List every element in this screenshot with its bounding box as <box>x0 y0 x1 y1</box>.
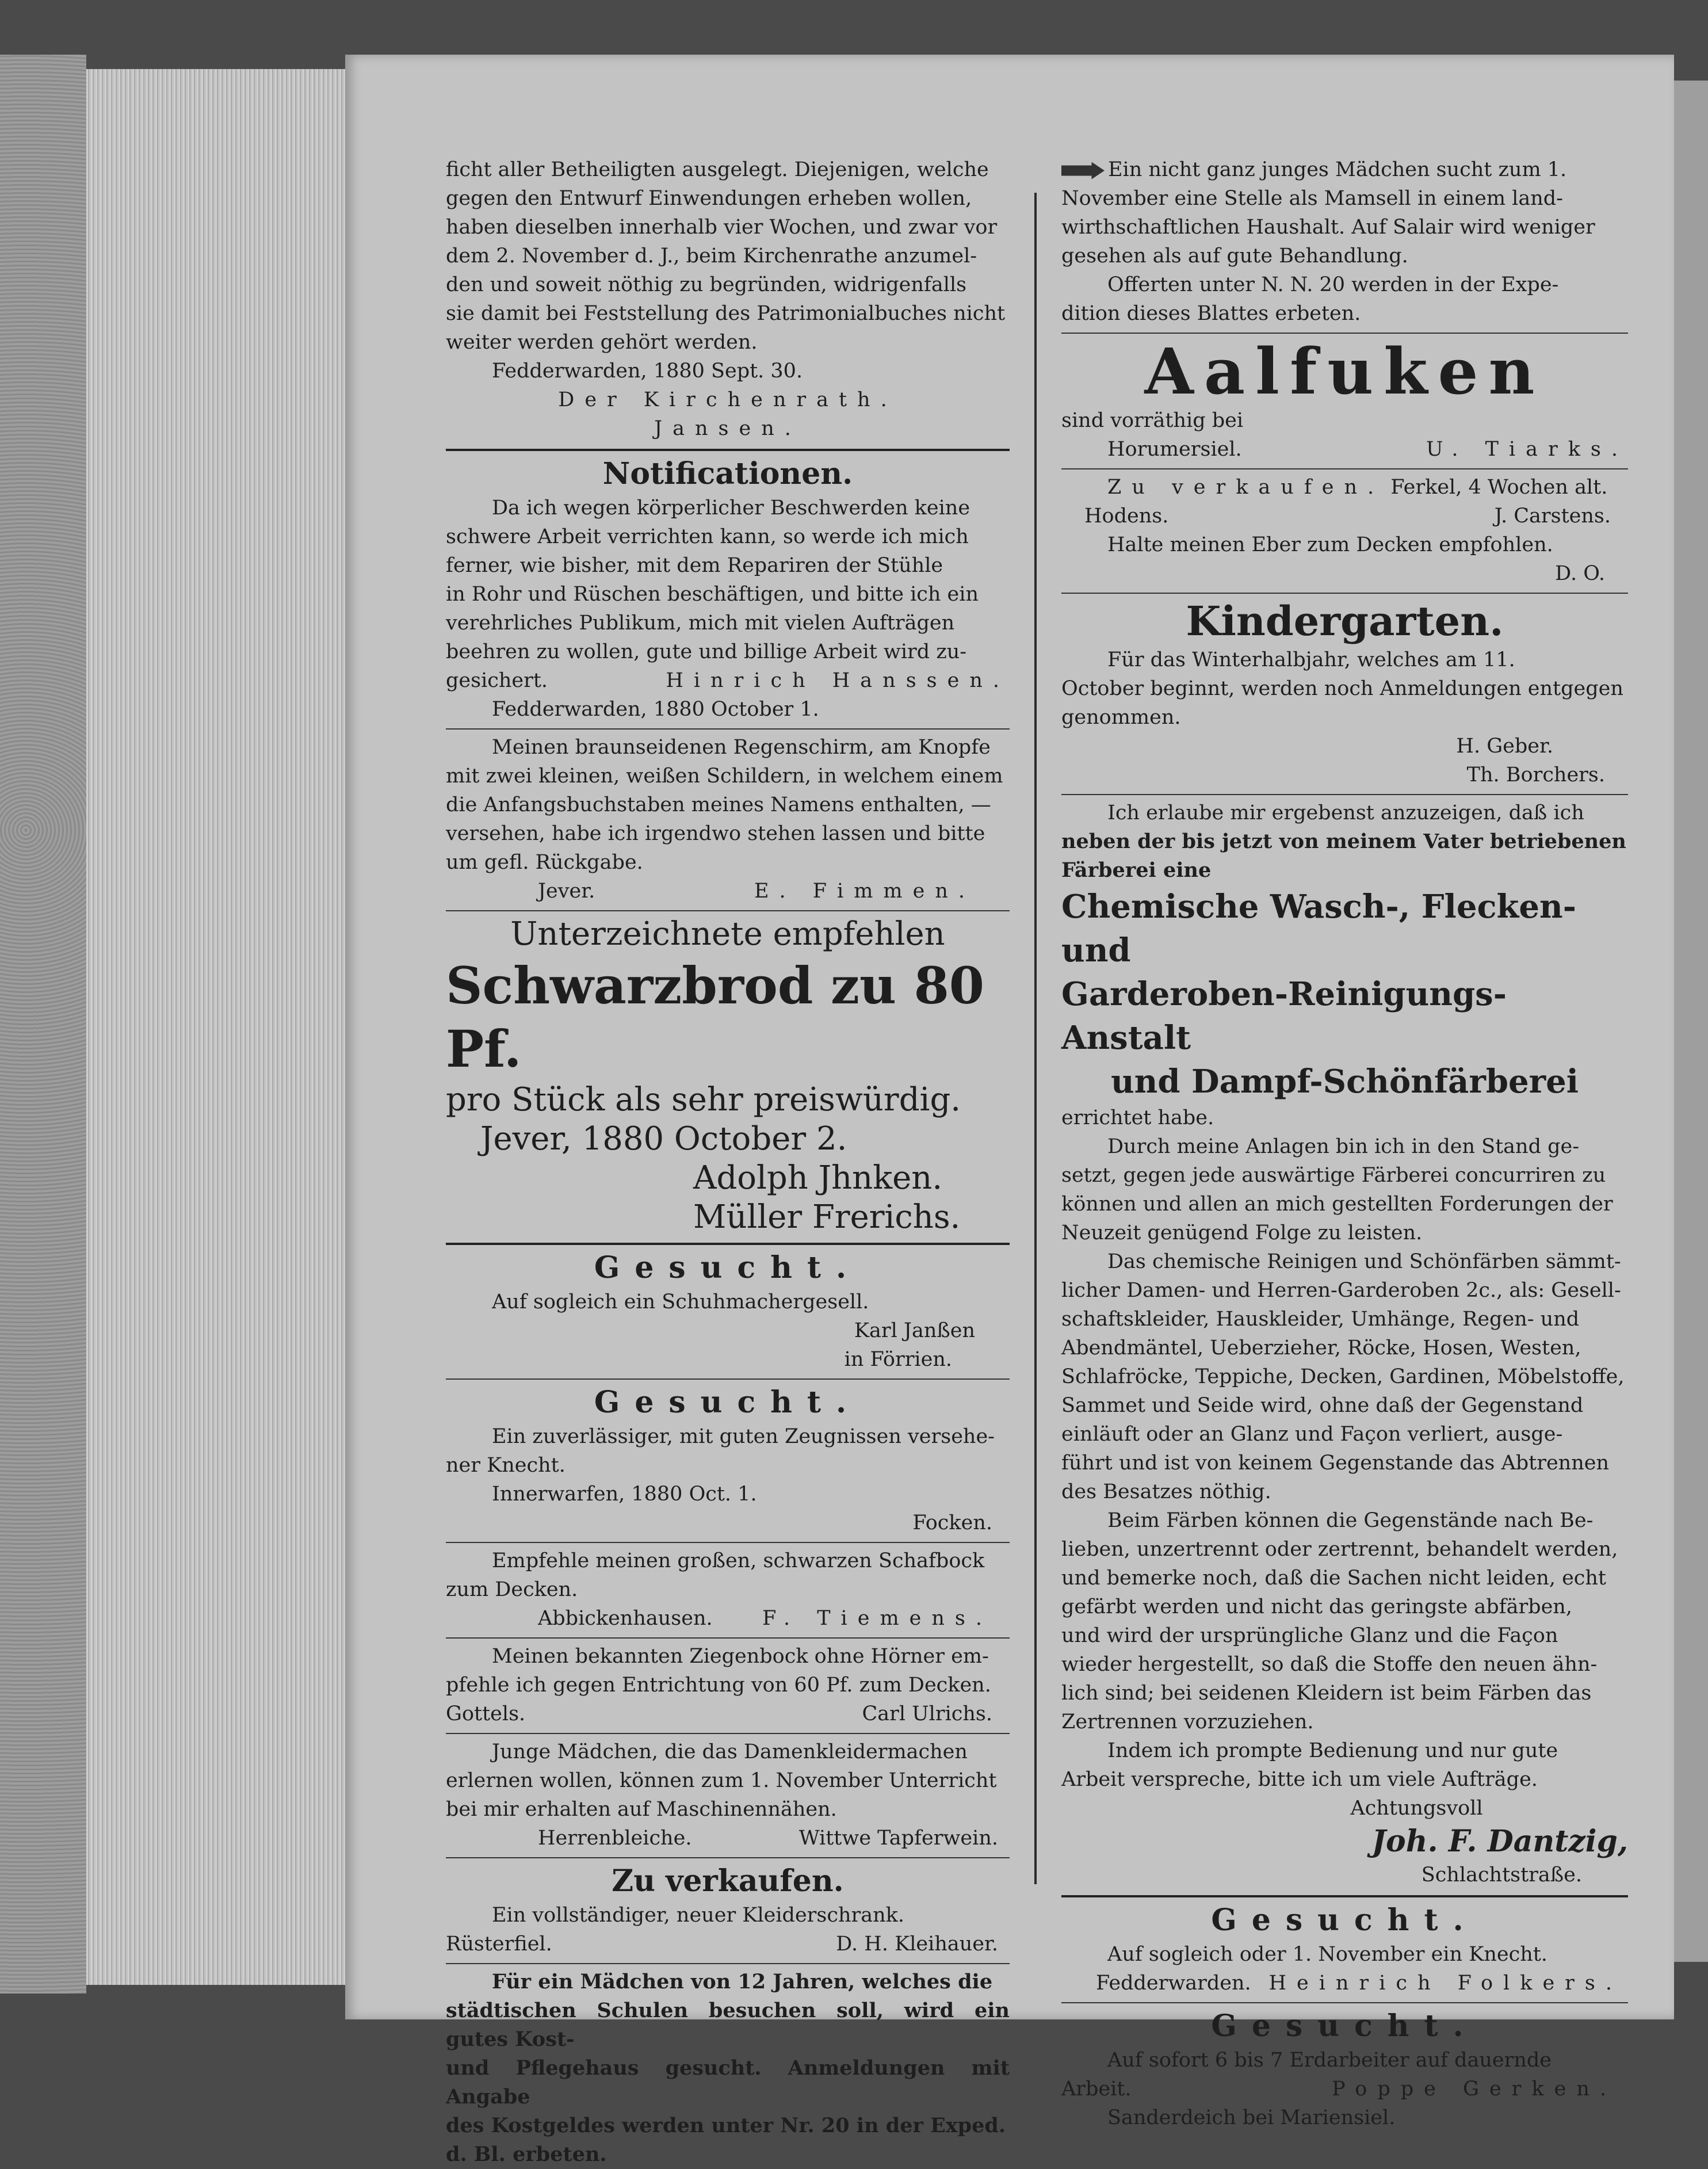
signature-row <box>446 1824 1010 1853</box>
ziegenbock-ad <box>446 1642 1010 1728</box>
place-date: Fedderwarden, 1880 October 1. <box>492 698 819 721</box>
text-line: des Besatzes nöthig. <box>1061 1480 1271 1503</box>
signature-row <box>446 1604 1010 1633</box>
text-line: den und soweit nöthig zu begründen, widrigenfalls <box>446 273 967 296</box>
section-heading: Gesucht. <box>1211 1903 1478 1938</box>
faerberei-ad <box>1061 799 1628 1889</box>
text-line: Offerten unter N. N. 20 werden in der Expe- <box>1107 273 1559 296</box>
text-line: errichtet habe. <box>1061 1106 1214 1129</box>
signature-row <box>1061 502 1628 530</box>
text-line: verehrliches Publikum, mich mit vielen Aufträgen <box>446 612 955 635</box>
signature-row <box>446 877 1010 906</box>
signer: Focken. <box>912 1511 992 1534</box>
signature-row <box>1061 435 1628 464</box>
divider <box>1061 794 1628 795</box>
gesucht-schuhmacher-ad <box>446 1248 1010 1374</box>
bread-line-1: Unterzeichnete empfehlen <box>510 915 945 953</box>
bread-place-date: Jever, 1880 October 2. <box>480 1120 847 1158</box>
signer: Carl Ulrichs. <box>862 1702 992 1725</box>
text-line: erlernen wollen, können zum 1. November Unterricht <box>446 1769 997 1792</box>
signer: Th. Borchers. <box>1466 763 1605 786</box>
place: Fedderwarden. <box>1096 1972 1251 1995</box>
signature-row <box>1061 1969 1628 1998</box>
signer: Wittwe Tapferwein. <box>798 1827 998 1850</box>
place: Jever. <box>538 880 595 903</box>
place: in Förrien. <box>844 1348 952 1371</box>
signature-row <box>446 666 1010 695</box>
signer: D. O. <box>1555 562 1605 585</box>
signer: U. Tiarks. <box>1426 438 1628 461</box>
place-date: Fedderwarden, 1880 Sept. 30. <box>492 360 803 383</box>
text-line: Arbeit verspreche, bitte ich um viele Aufträge. <box>1061 1768 1538 1791</box>
right-column <box>1061 155 1628 2129</box>
section-heading: Gesucht. <box>594 1250 862 1285</box>
divider <box>446 1733 1010 1734</box>
kirchenrath-notice <box>446 155 1010 443</box>
text-line: und bemerke noch, daß die Sachen nicht leiden, echt <box>1061 1567 1606 1590</box>
text-line: setzt, gegen jede auswärtige Färberei concurriren zu <box>1061 1164 1606 1187</box>
divider <box>1061 1895 1628 1897</box>
signature-row <box>446 1700 1010 1728</box>
signer: J. Carstens. <box>1494 505 1611 528</box>
faerberei-title-3: und Dampf-Schönfärberei <box>1110 1063 1579 1101</box>
section-heading: Zu verkaufen. <box>612 1863 844 1899</box>
text-line: Neuzeit genügend Folge zu leisten. <box>1061 1221 1423 1244</box>
divider <box>446 1378 1010 1380</box>
place: Rüsterfiel. <box>446 1933 552 1956</box>
signer: D. H. Kleihauer. <box>836 1933 998 1956</box>
divider <box>1061 2002 1628 2003</box>
text-line: Empfehle meinen großen, schwarzen Schafbock <box>492 1549 985 1572</box>
text-line: die Anfangsbuchstaben meines Namens enthalten, — <box>446 793 991 816</box>
bread-price-headline: Schwarzbrod zu 80 Pf. <box>446 956 985 1079</box>
divider <box>446 1637 1010 1639</box>
divider <box>446 910 1010 911</box>
signer: Hinrich Hanssen. <box>666 669 1010 692</box>
text-line: sind vorräthig bei <box>1061 409 1244 432</box>
text-line: Ein zuverlässiger, mit guten Zeugnissen versehe- <box>492 1425 995 1448</box>
text-line: in Rohr und Rüschen beschäftigen, und bitte ich ein <box>446 583 979 606</box>
signer: Poppe Gerken. <box>1332 2078 1617 2101</box>
signer: E. Fimmen. <box>754 880 975 903</box>
signer: Müller Frerichs. <box>693 1198 961 1236</box>
text-line: Durch meine Anlagen bin ich in den Stand ge- <box>1107 1135 1580 1158</box>
text-line: beehren zu wollen, gute und billige Arbeit wird zu- <box>446 640 967 663</box>
divider <box>446 449 1010 451</box>
text-line: bei mir erhalten auf Maschinennähen. <box>446 1798 837 1821</box>
text-line: wieder hergestellt, so daß die Stoffe den neuen ähn- <box>1061 1653 1598 1676</box>
text-line: neben der bis jetzt von meinem Vater betriebenen <box>1061 830 1626 853</box>
text-line: Schlafröcke, Teppiche, Decken, Gardinen, Möbelstoffe, <box>1061 1365 1625 1388</box>
text-line: wirthschaftlichen Haushalt. Auf Salair wird weniger <box>1061 216 1595 239</box>
text-line: mit zwei kleinen, weißen Schildern, in welchem einem <box>446 765 1003 788</box>
book-cover-edge <box>0 55 86 1994</box>
damenkleider-ad <box>446 1738 1010 1853</box>
text-line: genommen. <box>1061 706 1181 729</box>
text-line: Junge Mädchen, die das Damenkleidermachen <box>492 1740 968 1763</box>
umbrella-ad <box>446 733 1010 906</box>
text-line: Zu verkaufen. Ferkel, 4 Wochen alt. <box>1107 476 1608 499</box>
text-line: Ein vollständiger, neuer Kleiderschrank. <box>492 1904 904 1927</box>
text-line: haben dieselben innerhalb vier Wochen, und zwar vor <box>446 216 998 239</box>
faerberei-title-2: Garderoben-Reinigungs-Anstalt <box>1061 975 1507 1057</box>
address: Schlachtstraße. <box>1421 1863 1582 1887</box>
divider <box>1061 593 1628 594</box>
text-line: gesehen als auf gute Behandlung. <box>1061 245 1408 268</box>
place: Sanderdeich bei Mariensiel. <box>1107 2106 1396 2129</box>
signer: Karl Janßen <box>854 1319 975 1342</box>
text-line: Färberei eine <box>1061 858 1212 882</box>
signature-row <box>1061 2075 1628 2103</box>
text-line: versehen, habe ich irgendwo stehen lassen und bitte <box>446 822 985 845</box>
text-line: weiter werden gehört werden. <box>446 331 758 354</box>
text-line: führt und ist von keinem Gegenstande das Abtrennen <box>1061 1452 1610 1475</box>
text-line: lieben, unzertrennt oder zertrennt, behandelt werden, <box>1061 1538 1618 1561</box>
text-line: Meinen bekannten Ziegenbock ohne Hörner em- <box>492 1645 989 1668</box>
section-heading: Gesucht. <box>1211 2008 1478 2044</box>
column-divider <box>1034 193 1037 1884</box>
signer: Heinrich Folkers. <box>1268 1972 1622 1995</box>
text-line: städtischen Schulen besuchen soll, wird ein gutes Kost- <box>446 1999 1010 2051</box>
text-line: Auf sofort 6 bis 7 Erdarbeiter auf dauernde <box>1107 2049 1552 2072</box>
kindergarten-ad <box>1061 597 1628 789</box>
text-line: Auf sogleich oder 1. November ein Knecht. <box>1107 1943 1547 1966</box>
signer: H. Geber. <box>1456 735 1553 758</box>
bread-line-3: pro Stück als sehr preiswürdig. <box>446 1081 961 1118</box>
signer: F. Tiemens. <box>762 1607 992 1630</box>
text-line: Beim Färben können die Gegenstände nach Be- <box>1107 1509 1594 1532</box>
text-line: lich sind; bei seidenen Kleidern ist beim Färben das <box>1061 1682 1592 1705</box>
text-line: Halte meinen Eber zum Decken empfohlen. <box>1107 533 1553 556</box>
text-line: Abendmäntel, Ueberzieher, Röcke, Hosen, Westen, <box>1061 1336 1581 1360</box>
text-line: gefärbt werden und nicht das geringste abfärben, <box>1061 1595 1572 1618</box>
text-line: pfehle ich gegen Entrichtung von 60 Pf. zum Decken. <box>446 1674 991 1697</box>
schafbock-ad <box>446 1546 1010 1633</box>
aalfuken-ad <box>1061 334 1628 464</box>
text-line: schaftskleider, Hauskleider, Umhänge, Regen- und <box>1061 1308 1580 1331</box>
left-column <box>446 155 1010 2166</box>
text-line: ner Knecht. <box>446 1454 565 1477</box>
text-line: ferner, wie bisher, mit dem Repariren der Stühle <box>446 554 943 577</box>
newspaper-page <box>345 55 1674 2166</box>
text-line: und Pflegehaus gesucht. Anmeldungen mit Angabe <box>446 2056 1010 2109</box>
text-line: Sammet und Seide wird, ohne daß der Gegenstand <box>1061 1394 1584 1417</box>
text-line: dition dieses Blattes erbeten. <box>1061 302 1361 325</box>
signature-row <box>446 1930 1010 1958</box>
text-line: Ein nicht ganz junges Mädchen sucht zum 1. <box>1061 155 1628 184</box>
text-line: sie damit bei Feststellung des Patrimonialbuches nicht <box>446 302 1006 325</box>
pointing-hand-icon <box>1061 162 1105 180</box>
signer: Adolph Jhnken. <box>693 1159 943 1197</box>
notifications-ad <box>446 455 1010 724</box>
text-line: gegen den Entwurf Einwendungen erheben wollen, <box>446 187 972 210</box>
text-line: um gefl. Rückgabe. <box>446 851 643 874</box>
section-heading: Aalfuken <box>1144 334 1545 408</box>
faerberei-title-1: Chemische Wasch-, Flecken- und <box>1061 888 1576 969</box>
text-line: Ich erlaube mir ergebenst anzuzeigen, daß ich <box>1107 801 1584 824</box>
divider <box>446 1963 1010 1964</box>
text-line: gesichert. <box>446 669 548 692</box>
gesucht-knecht-folkers-ad <box>1061 1901 1628 1998</box>
kleiderschrank-ad <box>446 1862 1010 1958</box>
signer: Joh. F. Dantzig, <box>1371 1824 1628 1859</box>
text-line: Für das Winterhalbjahr, welches am 11. <box>1107 648 1515 671</box>
section-heading: Gesucht. <box>594 1385 862 1420</box>
text-line: November eine Stelle als Mamsell in einem land- <box>1061 187 1564 210</box>
place: Gottels. <box>446 1702 526 1725</box>
place: Abbickenhausen. <box>538 1607 713 1630</box>
text-line: licher Damen- und Herren-Garderoben 2c., als: Gesell- <box>1061 1279 1621 1302</box>
text-line: Auf sogleich ein Schuhmachergesell. <box>492 1290 869 1313</box>
text-line: zum Decken. <box>446 1578 578 1601</box>
text-line: Arbeit. <box>1061 2078 1132 2101</box>
text-line: Das chemische Reinigen und Schönfärben sämmt- <box>1107 1250 1621 1273</box>
gesucht-knecht-ad <box>446 1383 1010 1537</box>
text-line: ficht aller Betheiligten ausgelegt. Diejenigen, welche <box>446 158 989 181</box>
divider <box>1061 333 1628 334</box>
text-line: dem 2. November d. J., beim Kirchenrathe anzumel- <box>446 245 977 268</box>
place: Hodens. <box>1084 505 1169 528</box>
gesucht-erdarbeiter-ad <box>1061 2007 1628 2132</box>
signer-org: Der Kirchenrath. <box>558 388 897 411</box>
text-line: Da ich wegen körperlicher Beschwerden keine <box>492 497 970 520</box>
section-heading: Notificationen. <box>602 456 853 491</box>
place: Herrenbleiche. <box>538 1827 692 1850</box>
divider <box>446 1542 1010 1543</box>
next-page-edge <box>1668 81 1708 1962</box>
place: Horumersiel. <box>1107 438 1242 461</box>
divider <box>1061 468 1628 469</box>
text-line: Für ein Mädchen von 12 Jahren, welches die <box>492 1970 993 1994</box>
text-line: Zertrennen vorzuziehen. <box>1061 1710 1314 1733</box>
place-date: Innerwarfen, 1880 Oct. 1. <box>492 1483 757 1506</box>
text-line: einläuft oder an Glanz und Façon verliert, ausge- <box>1061 1423 1563 1446</box>
text-line: October beginnt, werden noch Anmeldungen entgegen <box>1061 677 1623 700</box>
pflegehaus-ad <box>446 1968 1010 2169</box>
ferkel-ad <box>1061 473 1628 588</box>
closing: Achtungsvoll <box>1350 1797 1483 1820</box>
text-line: und wird der ursprüngliche Glanz und die Façon <box>1061 1624 1558 1647</box>
book-page-edges <box>86 69 351 1985</box>
text-line: können und allen an mich gestellten Forderungen der <box>1061 1193 1613 1216</box>
section-heading: Kindergarten. <box>1186 597 1504 645</box>
divider <box>446 1243 1010 1245</box>
divider <box>446 1857 1010 1858</box>
bread-ad <box>446 915 1010 1237</box>
text-line: Meinen braunseidenen Regenschirm, am Knopfe <box>492 736 991 759</box>
divider <box>446 728 1010 730</box>
text-line: d. Bl. erbeten. <box>446 2143 607 2166</box>
text-line: des Kostgeldes werden unter Nr. 20 in der Exped. <box>446 2114 1006 2137</box>
mamsell-ad <box>1061 155 1628 328</box>
signer: Jansen. <box>654 417 801 440</box>
text-line: schwere Arbeit verrichten kann, so werde ich mich <box>446 525 969 548</box>
text-line: Indem ich prompte Bedienung und nur gute <box>1107 1739 1558 1762</box>
